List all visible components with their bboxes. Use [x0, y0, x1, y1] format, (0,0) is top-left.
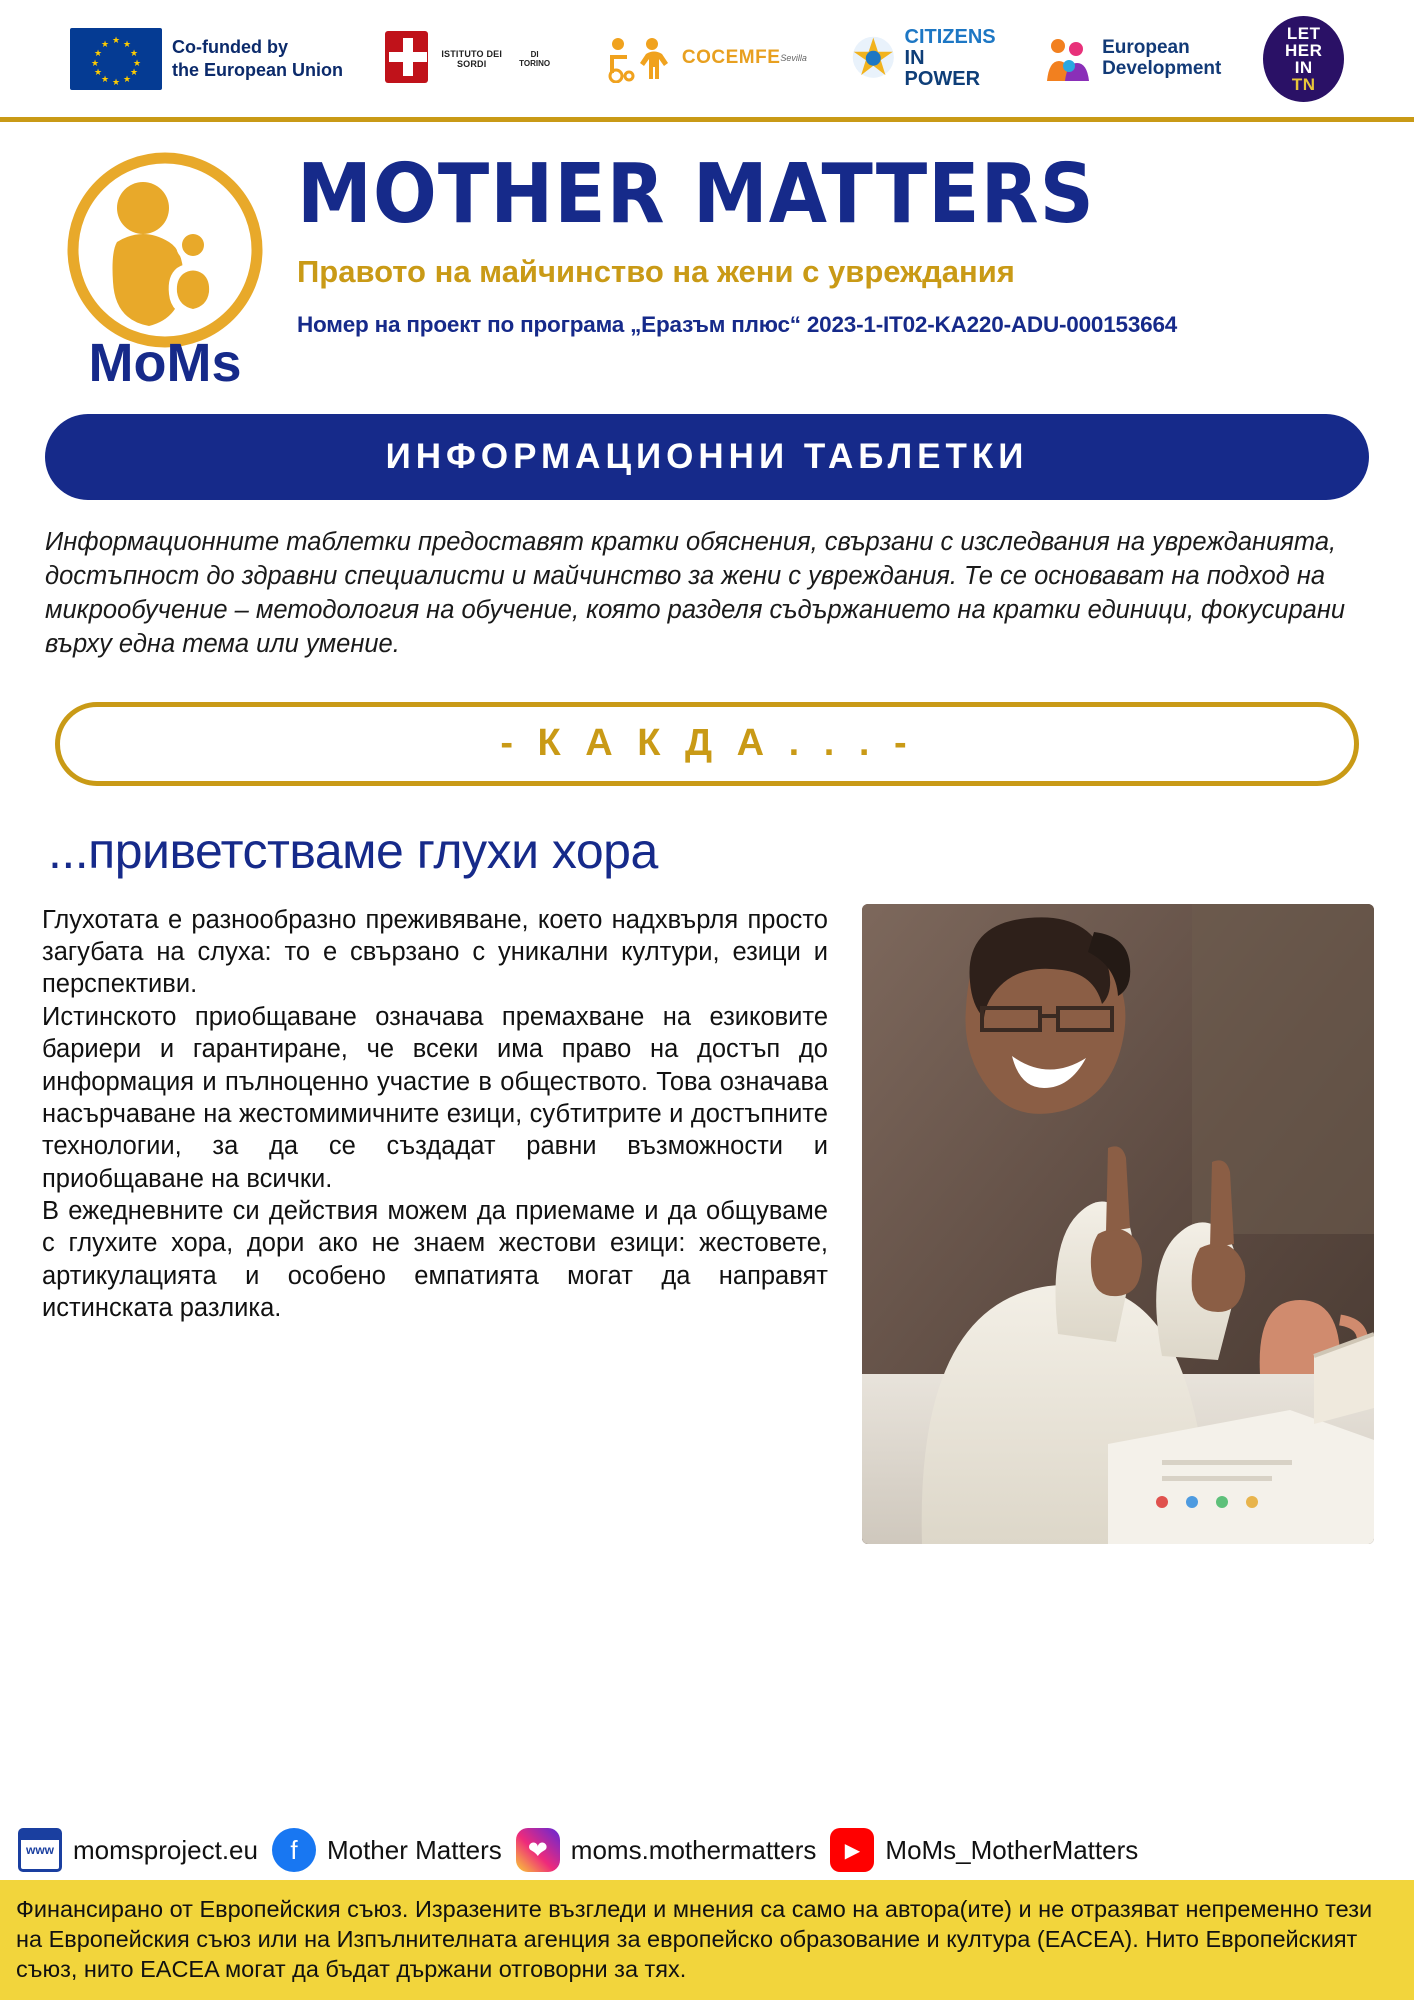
- cocemfe-sub: Sevilla: [780, 52, 807, 63]
- main-content: [42, 904, 1374, 1544]
- partner-logo-strip: [0, 0, 1414, 122]
- social-youtube[interactable]: [830, 1828, 1138, 1872]
- website-label: momsproject.eu: [73, 1834, 258, 1865]
- istituto-line2: DI TORINO: [519, 49, 551, 68]
- section-heading: ...приветстваме глухи хора: [48, 822, 658, 879]
- moms-wordmark: MoMs: [88, 333, 242, 393]
- logo-european-union: [70, 28, 343, 90]
- intro-paragraph: Информационните таблетки предоставят кратки обяснения, свързани с изследвания на уврежданията, достъпност до здравни специалисти и майчинство за жени с увреждания. Те се основават на подход на микрообучение – методология на обучение, която разделя съдържанието на кратки единици, фокусирани върху една тема или умение.: [45, 528, 1346, 658]
- moms-logo: [55, 144, 275, 394]
- lether-line1: LET: [1286, 23, 1321, 43]
- facebook-label: Mother Matters: [326, 1834, 502, 1865]
- page-title: MOTHER MATTERS: [297, 147, 1095, 242]
- social-links-bar: [0, 1828, 1414, 1872]
- logo-european-development: [1041, 33, 1221, 85]
- lether-line2: HER: [1284, 40, 1323, 60]
- instagram-label: moms.mothermatters: [570, 1834, 817, 1865]
- cocemfe-figures-icon: [596, 35, 682, 83]
- document-header: [0, 122, 1414, 394]
- body-text-column: [42, 904, 828, 1544]
- youtube-label: MoMs_MotherMatters: [885, 1834, 1139, 1865]
- social-instagram[interactable]: [516, 1828, 817, 1872]
- info-pills-banner: ИНФОРМАЦИОННИ ТАБЛЕТКИ: [45, 414, 1369, 500]
- body-paragraph-1: Глухотата е разнообразно преживяване, което надхвърля просто загубата на слуха: то е свързано с уникални култури, езици и перспективи.: [42, 905, 828, 999]
- logo-citizens-in-power: [849, 27, 999, 90]
- people-circle-icon: [1041, 33, 1093, 85]
- facebook-icon: f: [272, 1828, 316, 1872]
- funding-disclaimer: Финансирано от Европейския съюз. Изразените възгледи и мнения са само на автора(ите) и не отразяват непременно тези на Европейския съюз или на Изпълнителната агенция за европейско образование и култура (EACEA). Нито Европейският съюз, нито EACEA могат да бъдат държани отговорни за тях.: [0, 1880, 1414, 2000]
- www-icon: www: [18, 1828, 62, 1872]
- citizens-star-icon: [849, 33, 898, 85]
- red-cross-icon: [385, 31, 428, 83]
- eu-flag-icon: ★ ★ ★ ★ ★ ★ ★ ★ ★ ★ ★ ★: [70, 28, 162, 90]
- page-subtitle: Правото на майчинство на жени с увреждания: [297, 253, 1015, 289]
- lether-line4: TN: [1291, 74, 1316, 94]
- project-number: Номер на проект по програма „Еразъм плюс“ 2023-1-IT02-KA220-ADU-000153664: [297, 311, 1178, 337]
- cocemfe-name: COCEMFE: [681, 46, 781, 68]
- how-to-banner: - К А К Д А . . . -: [55, 702, 1359, 786]
- logo-cocemfe: [596, 35, 807, 83]
- edev-line1: European: [1102, 36, 1190, 58]
- social-website[interactable]: [18, 1828, 258, 1872]
- sign-language-photo: [862, 904, 1374, 1544]
- social-facebook[interactable]: [272, 1828, 502, 1872]
- mother-child-icon: [65, 150, 265, 350]
- eu-logo-line2: the European Union: [172, 59, 343, 80]
- citizens-line1: CITIZENS: [904, 26, 996, 48]
- logo-lether-in: [1263, 16, 1344, 102]
- logo-istituto-dei-sordi: [385, 31, 554, 86]
- eu-logo-line1: Co-funded by: [172, 37, 288, 57]
- edev-line2: Development: [1102, 57, 1222, 79]
- body-paragraph-3: В ежедневните си действия можем да приемаме и да общуваме с глухите хора, дори ако не знаем жестови езици: жестовете, артикулацията и особено емпатията могат да направят истинската разлика.: [42, 1197, 828, 1323]
- body-paragraph-2: Истинското приобщаване означава премахване на езиковите бариери и гарантиране, че всеки има право на достъп до информация и пълноценно участие в обществото. Това означава насърчаване на жестомимичните езици, субтитрите и достъпните технологии, за да се създадат равни възможности и приобщаване на всички.: [42, 1002, 828, 1193]
- istituto-line1: ISTITUTO DEI SORDI: [441, 48, 503, 69]
- youtube-icon: ▶: [830, 1828, 874, 1872]
- lether-line3: IN: [1294, 57, 1313, 77]
- citizens-line2: IN POWER: [904, 47, 981, 90]
- instagram-icon: ❤: [516, 1828, 560, 1872]
